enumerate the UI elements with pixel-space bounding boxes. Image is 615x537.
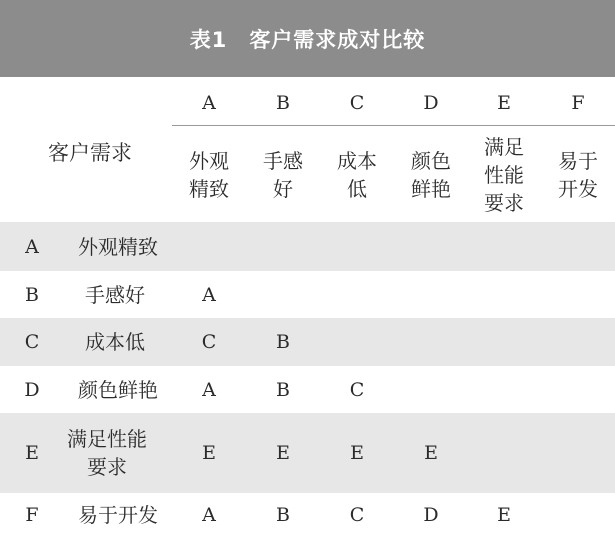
comparison-cell: B xyxy=(276,331,290,353)
comparison-cell: E xyxy=(497,504,511,526)
column-name: 手感好 xyxy=(263,149,303,201)
column-letter: B xyxy=(276,92,290,114)
comparison-cell: E xyxy=(350,442,364,464)
table-row xyxy=(0,366,615,413)
row-name: 颜色鲜艳 xyxy=(78,377,158,402)
row-letter: D xyxy=(24,378,40,401)
table-row xyxy=(0,413,615,493)
row-letter: E xyxy=(25,442,39,464)
column-letter: A xyxy=(202,92,216,114)
comparison-cell: A xyxy=(202,504,216,526)
row-name: 易于开发 xyxy=(78,503,158,527)
column-name: 易于开发 xyxy=(558,149,598,201)
row-name: 成本低 xyxy=(85,330,145,354)
column-letter: E xyxy=(497,92,511,114)
column-name: 成本低 xyxy=(337,149,377,201)
comparison-cell: B xyxy=(276,504,290,526)
column-letter: D xyxy=(423,92,439,114)
table-number: 表1 xyxy=(189,27,228,52)
table-title: 客户需求成对比较 xyxy=(249,27,426,52)
row-letter: F xyxy=(25,504,39,526)
row-letter: C xyxy=(24,331,40,353)
row-letter: A xyxy=(25,235,39,258)
column-letter: F xyxy=(571,92,585,114)
comparison-cell: C xyxy=(201,331,217,353)
comparison-cell: C xyxy=(349,504,365,526)
row-letter: B xyxy=(25,283,39,306)
comparison-cell: E xyxy=(202,442,216,464)
row-name: 外观精致 xyxy=(78,234,158,259)
column-name: 颜色鲜艳 xyxy=(411,149,451,201)
comparison-cell: D xyxy=(423,504,439,526)
table-row xyxy=(0,318,615,366)
comparison-cell: E xyxy=(276,442,290,464)
comparison-cell: B xyxy=(276,378,290,401)
column-name: 满足性能要求 xyxy=(484,135,524,215)
row-name: 手感好 xyxy=(85,282,145,307)
table-row xyxy=(0,222,615,271)
comparison-cell: C xyxy=(349,378,365,401)
comparison-cell: A xyxy=(202,378,216,401)
comparison-cell: E xyxy=(424,442,438,464)
table-title-bar xyxy=(0,0,615,77)
column-name: 外观精致 xyxy=(189,149,229,201)
table-row xyxy=(0,493,615,537)
comparison-cell: A xyxy=(202,283,216,306)
row-name: 满足性能要求 xyxy=(67,427,147,479)
table-row xyxy=(0,271,615,318)
corner-label: 客户需求 xyxy=(48,141,132,165)
header-divider xyxy=(172,125,615,126)
column-letter: C xyxy=(349,92,365,114)
